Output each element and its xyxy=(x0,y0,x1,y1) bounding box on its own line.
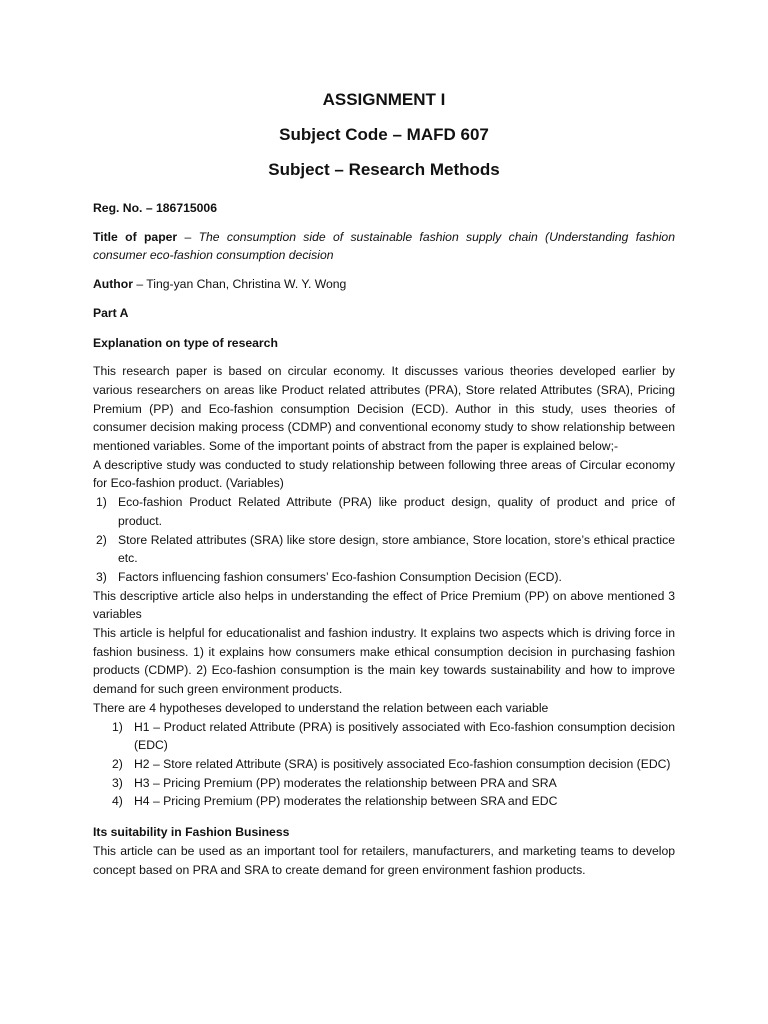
variables-list xyxy=(93,493,675,587)
list-item-text: H3 – Pricing Premium (PP) moderates the relationship between PRA and SRA xyxy=(134,775,557,790)
subject-name: Subject – Research Methods xyxy=(268,160,500,179)
list-item xyxy=(93,568,675,587)
list-item-text: H4 – Pricing Premium (PP) moderates the relationship between SRA and EDC xyxy=(134,794,558,809)
list-item-number: 3) xyxy=(96,569,107,584)
registration-number: Reg. No. – 186715006 xyxy=(93,201,217,215)
study-paragraph: A descriptive study was conducted to study relationship between following three areas of Circular economy for Eco-fashion product. (Variables) xyxy=(93,457,675,491)
list-item-text: Store Related attributes (SRA) like store design, store ambiance, Store location, store’s ethical practice etc. xyxy=(118,532,675,566)
list-item-number: 2) xyxy=(96,532,107,547)
explanation-heading: Explanation on type of research xyxy=(93,335,278,350)
paper-title-dash: – xyxy=(177,229,199,244)
paper-title-value: The consumption side of sustainable fashion supply chain (Understanding fashion consumer eco-fashion consumption decision xyxy=(93,229,675,263)
list-item xyxy=(93,493,675,530)
assignment-title: ASSIGNMENT I xyxy=(322,90,446,109)
list-item xyxy=(93,755,675,774)
list-item xyxy=(93,718,675,755)
hypotheses-intro: There are 4 hypotheses developed to understand the relation between each variable xyxy=(93,700,549,715)
author-line xyxy=(93,275,675,294)
suitability-heading: Its suitability in Fashion Business xyxy=(93,825,290,840)
list-item xyxy=(93,531,675,568)
suitability-paragraph: This article can be used as an important tool for retailers, manufacturers, and marketing teams to develop concept based on PRA and SRA to create demand for green environment fashion products. xyxy=(93,843,675,877)
list-item-number: 2) xyxy=(112,756,123,771)
list-item-number: 1) xyxy=(112,719,123,734)
part-label: Part A xyxy=(93,305,129,320)
list-item xyxy=(93,792,675,811)
author-label: Author xyxy=(93,277,133,292)
paper-title xyxy=(93,228,675,265)
document-page xyxy=(93,88,675,879)
list-item-number: 4) xyxy=(112,794,123,809)
list-item xyxy=(93,774,675,793)
list-item-text: Factors influencing fashion consumers’ Eco-fashion Consumption Decision (ECD). xyxy=(118,569,562,584)
subject-code: Subject Code – MAFD 607 xyxy=(279,125,489,144)
list-item-text: H2 – Store related Attribute (SRA) is positively associated Eco-fashion consumption decision (EDC) xyxy=(134,756,671,771)
list-item-text: H1 – Product related Attribute (PRA) is positively associated with Eco-fashion consumption decision (EDC) xyxy=(134,719,675,753)
list-item-number: 1) xyxy=(96,495,107,510)
intro-paragraph: This research paper is based on circular economy. It discusses various theories developed earlier by various researchers on areas like Product related attributes (PRA), Store related Attributes (SRA), Pricing Premium (PP) and Eco-fashion consumption Decision (ECD). Author in this study, uses theories of consumer decision making process (CDMP) and conventional economy study to show relationship between mentioned variables. Some of the important points of abstract from the paper is explained below;- xyxy=(93,364,675,454)
price-premium-paragraph: This descriptive article also helps in understanding the effect of Price Premium (PP) on above mentioned 3 variables xyxy=(93,588,675,622)
paper-title-label: Title of paper xyxy=(93,229,178,244)
helpfulness-paragraph: This article is helpful for educationalist and fashion industry. It explains two aspects which is driving force in fashion business. 1) it explains how consumers make ethical consumption decision in purchasing fashion products (CDMP). 2) Eco-fashion consumption is the main key towards sustainability and how to improve demand for such green environment products. xyxy=(93,626,675,697)
list-item-text: Eco-fashion Product Related Attribute (PRA) like product design, quality of product and price of product. xyxy=(118,495,675,528)
hypotheses-list xyxy=(93,718,675,812)
list-item-number: 3) xyxy=(112,775,123,790)
author-value: – Ting-yan Chan, Christina W. Y. Wong xyxy=(132,277,347,292)
